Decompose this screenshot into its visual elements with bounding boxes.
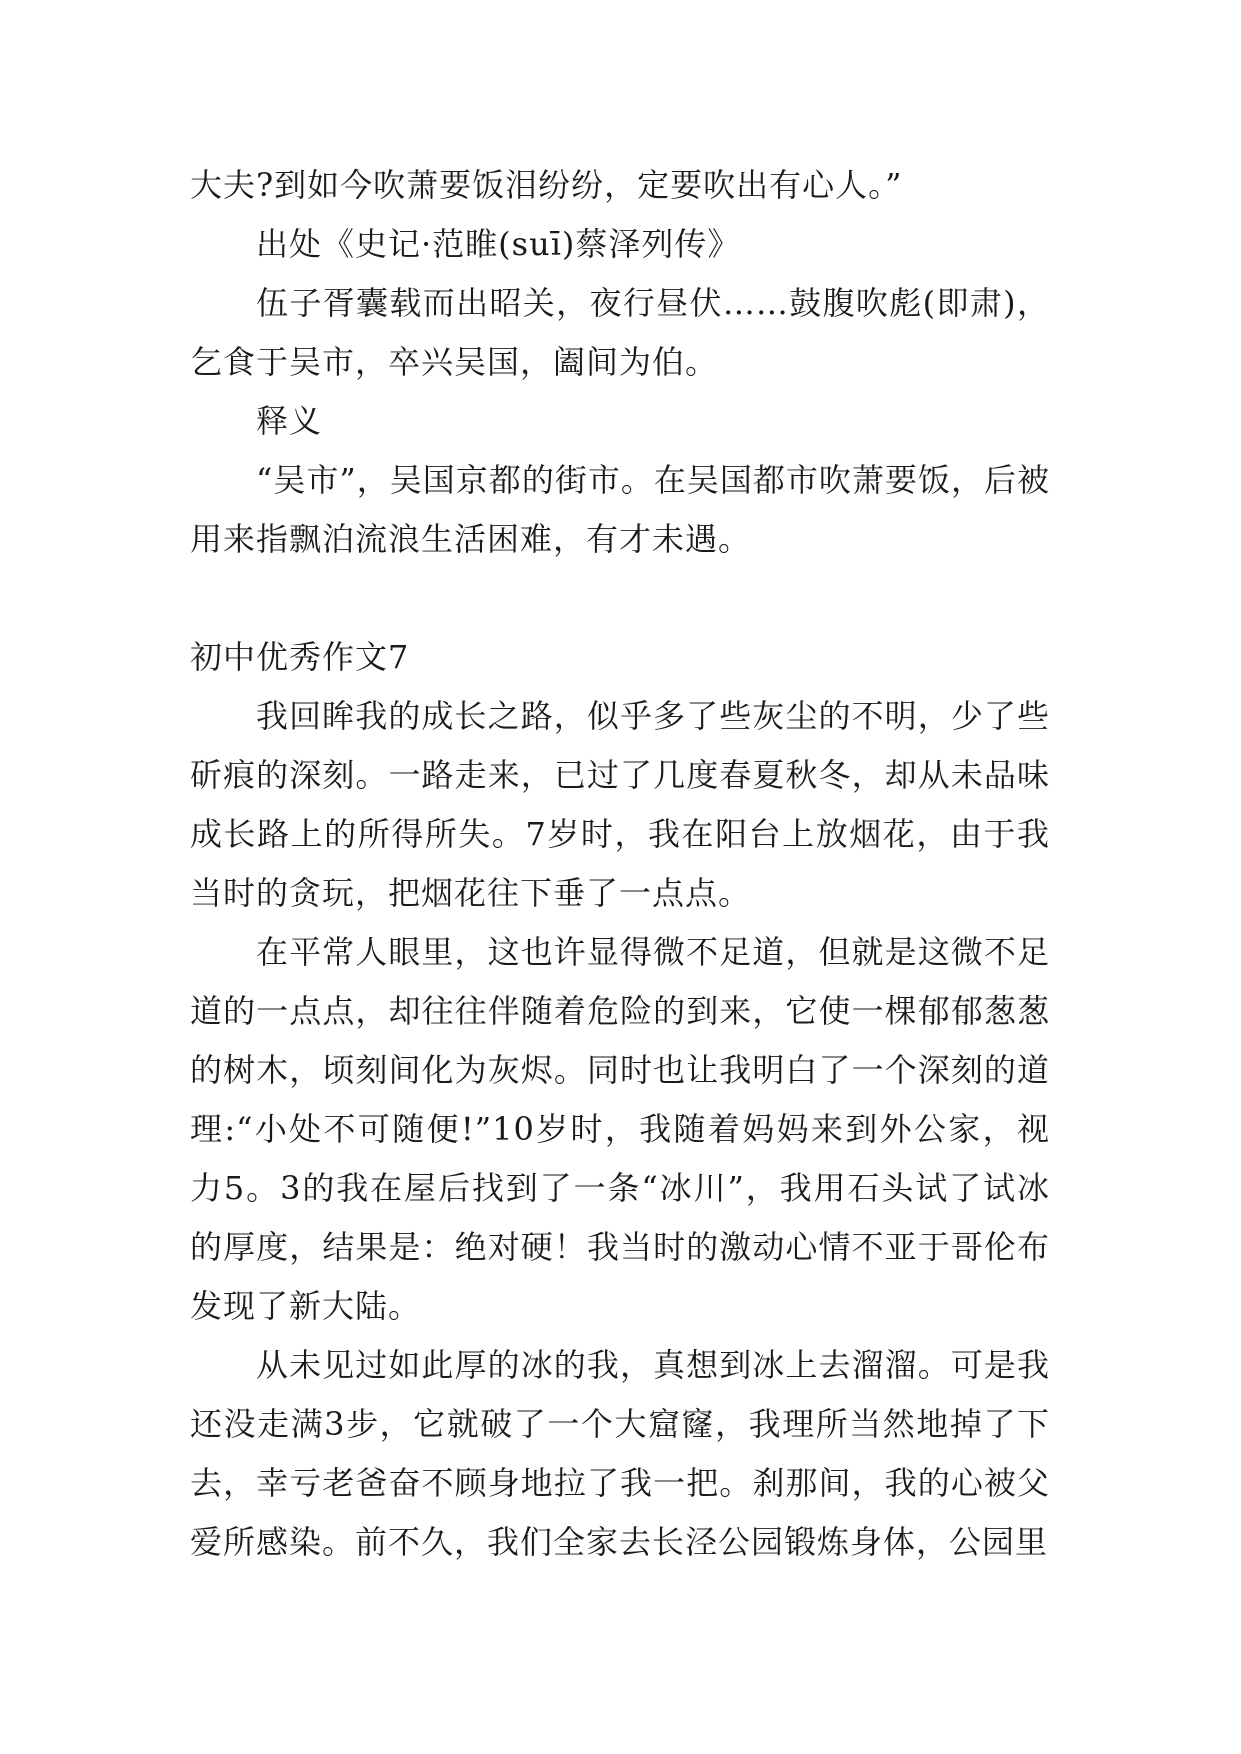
essay-paragraph-1: 我回眸我的成长之路，似乎多了些灰尘的不明，少了些斫痕的深刻。一路走来，已过了几度春夏秋冬，却从未品味成长路上的所得所失。7岁时，我在阳台上放烟花，由于我当时的贪玩，把烟花往下垂了一点点。 [190,697,1050,912]
essay-paragraph-3: 从未见过如此厚的冰的我，真想到冰上去溜溜。可是我还没走满3步，它就破了一个大窟窿，我理所当然地掉了下去，幸亏老爸奋不顾身地拉了我一把。刹那间，我的心被父爱所感染。前不久，我们全家去长泾公园锻炼身体，公园里 [190,1346,1050,1561]
paragraph-definition-heading: 释义 [256,402,323,440]
essay-paragraph-2: 在平常人眼里，这也许显得微不足道，但就是这微不足道的一点点，却往往伴随着危险的到来，它使一棵郁郁葱葱的树木，顷刻间化为灰烬。同时也让我明白了一个深刻的道理:“小处不可随便!”10岁时，我随着妈妈来到外公家，视力5。3的我在屋后找到了一条“冰川”，我用石头试了试冰的厚度，结果是：绝对硬！我当时的激动心情不亚于哥伦布发现了新大陆。 [190,933,1050,1325]
paragraph-closing-quote: 大夫?到如今吹萧要饭泪纷纷，定要吹出有心人。” [190,166,903,204]
paragraph-source-heading: 出处《史记·范睢(suī)蔡泽列传》 [256,225,741,263]
paragraph-source-text: 伍子胥囊载而出昭关，夜行昼伏……鼓腹吹彪(即肃)，乞食于吴市，卒兴吴国，阖间为伯。 [190,284,1050,381]
document-body [190,156,1050,1572]
paragraph-definition-text: “吴市”，吴国京都的街市。在吴国都市吹萧要饭，后被用来指飘泊流浪生活困难，有才未遇。 [190,461,1050,558]
essay-title: 初中优秀作文7 [190,638,410,676]
section-spacer [190,569,1050,628]
